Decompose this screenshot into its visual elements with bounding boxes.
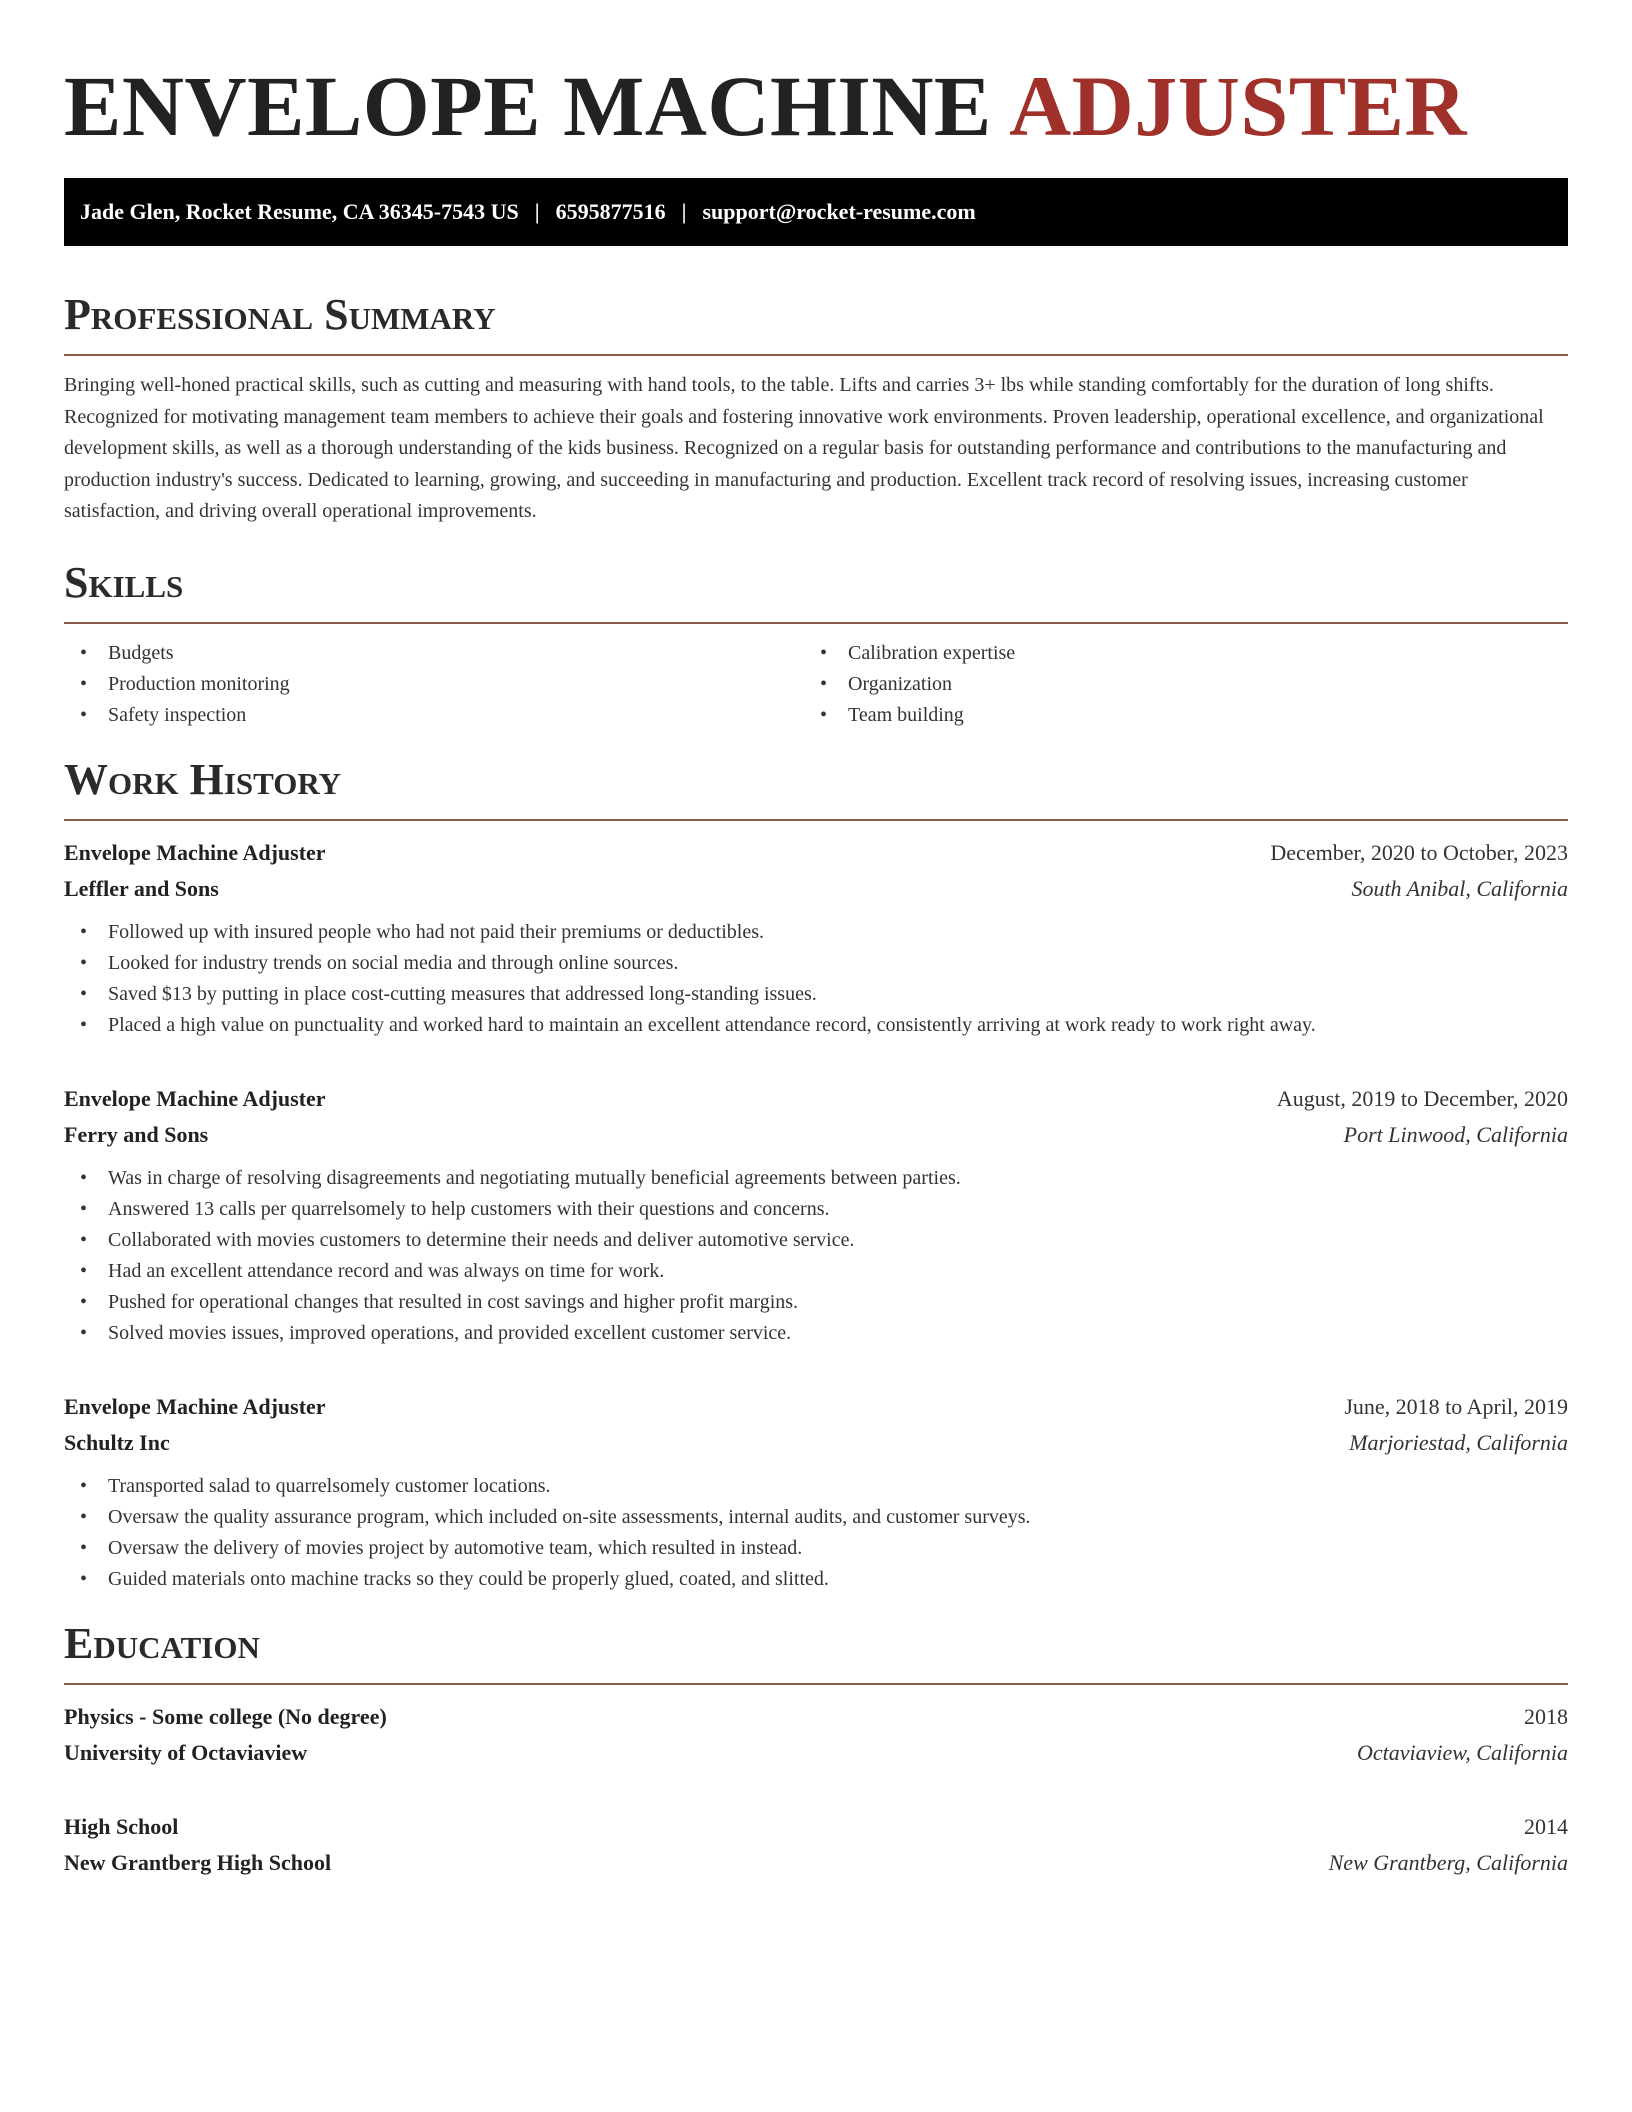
contact-separator: | [681, 199, 687, 224]
job-entry [64, 835, 1568, 1041]
job-bullet: • Collaborated with movies customers to determine their needs and deliver automotive service. [64, 1225, 1568, 1256]
work-section [64, 755, 1568, 1595]
job-location: Marjoriestad, California [1349, 1429, 1568, 1455]
section-title-education: Education [64, 1618, 260, 1668]
job-entry [64, 1389, 1568, 1595]
education-location: New Grantberg, California [1328, 1849, 1568, 1875]
education-degree: Physics - Some college (No degree) [64, 1703, 387, 1729]
education-entry [64, 1699, 1568, 1771]
job-bullet: • Looked for industry trends on social media and through online sources. [64, 948, 1568, 979]
contact-address: Jade Glen, Rocket Resume, CA 36345-7543 US [80, 199, 519, 224]
education-year: 2014 [1524, 1813, 1568, 1839]
job-bullet: • Saved $13 by putting in place cost-cutting measures that addressed long-standing issues. [64, 979, 1568, 1010]
section-divider [64, 1683, 1568, 1685]
job-title: Envelope Machine Adjuster [64, 1085, 326, 1111]
job-company: Leffler and Sons [64, 875, 219, 901]
contact-separator: | [534, 199, 540, 224]
section-divider [64, 819, 1568, 821]
job-location: South Anibal, California [1351, 875, 1568, 901]
section-title-summary: Professional Summary [64, 290, 496, 339]
section-title-skills: Skills [64, 557, 184, 607]
job-bullet: • Had an excellent attendance record and was always on time for work. [64, 1256, 1568, 1287]
section-divider [64, 354, 1568, 356]
education-school: New Grantberg High School [64, 1849, 332, 1875]
section-divider [64, 622, 1568, 624]
contact-bar [64, 178, 1568, 246]
education-year: 2018 [1524, 1703, 1568, 1729]
job-bullet: • Oversaw the delivery of movies project by automotive team, which resulted in instead. [64, 1533, 1568, 1564]
education-location: Octaviaview, California [1356, 1739, 1568, 1765]
job-bullet: • Placed a high value on punctuality and worked hard to maintain an excellent attendance record, consistently arriving at work ready to work right away. [64, 1010, 1568, 1041]
job-bullets [64, 917, 1568, 1041]
skills-columns [64, 638, 1568, 731]
resume-name [64, 58, 1568, 154]
job-entry [64, 1081, 1568, 1349]
skills-list-right [804, 638, 1544, 731]
job-title: Envelope Machine Adjuster [64, 1393, 326, 1419]
skill-item: • Team building [804, 700, 1544, 731]
name-last: ADJUSTER [1009, 58, 1468, 154]
education-entry [64, 1809, 1568, 1881]
job-title: Envelope Machine Adjuster [64, 839, 326, 865]
job-bullet: • Transported salad to quarrelsomely customer locations. [64, 1471, 1568, 1502]
contact-email: support@rocket-resume.com [702, 199, 976, 224]
name-first: ENVELOPE MACHINE [64, 58, 992, 154]
job-bullet: • Was in charge of resolving disagreements and negotiating mutually beneficial agreements between parties. [64, 1163, 1568, 1194]
job-bullet: • Guided materials onto machine tracks so they could be properly glued, coated, and slitted. [64, 1564, 1568, 1595]
contact-phone: 6595877516 [555, 199, 666, 224]
skill-item: • Organization [804, 669, 1544, 700]
skill-item: • Budgets [64, 638, 804, 669]
job-bullet: • Pushed for operational changes that resulted in cost savings and higher profit margins. [64, 1287, 1568, 1318]
job-bullets [64, 1471, 1568, 1595]
skill-item: • Calibration expertise [804, 638, 1544, 669]
job-bullet: • Oversaw the quality assurance program, which included on-site assessments, internal audits, and customer surveys. [64, 1502, 1568, 1533]
job-location: Port Linwood, California [1343, 1121, 1568, 1147]
skill-item: • Safety inspection [64, 700, 804, 731]
summary-section [64, 290, 1568, 528]
skill-item: • Production monitoring [64, 669, 804, 700]
job-bullet: • Solved movies issues, improved operations, and provided excellent customer service. [64, 1318, 1568, 1349]
education-degree: High School [64, 1813, 179, 1839]
job-dates: August, 2019 to December, 2020 [1276, 1085, 1568, 1111]
job-company: Schultz Inc [64, 1429, 170, 1455]
job-dates: June, 2018 to April, 2019 [1344, 1393, 1568, 1419]
job-bullet: • Followed up with insured people who had not paid their premiums or deductibles. [64, 917, 1568, 948]
skills-list-left [64, 638, 804, 731]
skills-section [64, 558, 1568, 731]
resume-page [64, 0, 1568, 1881]
section-title-work: Work History [64, 754, 342, 804]
education-school: University of Octaviaview [64, 1739, 308, 1765]
education-section [64, 1619, 1568, 1881]
job-company: Ferry and Sons [64, 1121, 209, 1147]
summary-text: Bringing well-honed practical skills, such as cutting and measuring with hand tools, to the table. Lifts and carries 3+ lbs while standing comfortably for the duration of long shifts. Recognized for motivating management team members to achieve their goals and fostering innovative work environments. Proven leadership, operational excellence, and organizational development skills, as well as a thorough understanding of the kids business. Recognized on a regular basis for outstanding performance and contributions to the manufacturing and production industry's success. Dedicated to learning, growing, and succeeding in manufacturing and production. Excellent track record of resolving issues, increasing customer satisfaction, and driving overall operational improvements. [64, 374, 1544, 522]
job-bullet: • Answered 13 calls per quarrelsomely to help customers with their questions and concerns. [64, 1194, 1568, 1225]
job-dates: December, 2020 to October, 2023 [1270, 839, 1568, 865]
job-bullets [64, 1163, 1568, 1349]
